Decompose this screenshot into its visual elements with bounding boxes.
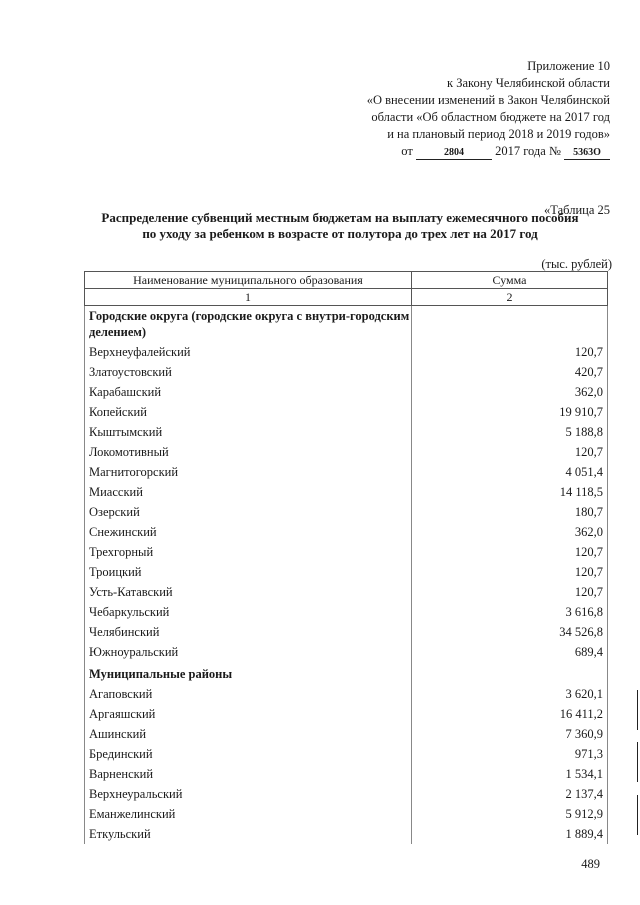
- subvention-amount: 120,7: [411, 542, 607, 562]
- appendix-line: области «Об областном бюджете на 2017 год: [371, 110, 610, 124]
- title-line-1: Распределение субвенций местным бюджетам на выплату ежемесячного пособия: [101, 210, 579, 225]
- subvention-amount: 120,7: [411, 442, 607, 462]
- municipality-name: Челябинский: [85, 622, 412, 642]
- subvention-amount: 120,7: [411, 582, 607, 602]
- law-dateline: [401, 143, 610, 160]
- page-number: 489: [581, 857, 600, 871]
- subvention-amount: 689,4: [411, 642, 607, 662]
- scan-artifact-line: [637, 690, 638, 730]
- table-row: [85, 442, 608, 462]
- municipality-name: Кыштымский: [85, 422, 412, 442]
- table-row: [85, 704, 608, 724]
- table-row: [85, 684, 608, 704]
- section-amount-empty: [411, 662, 607, 684]
- municipality-name: Агаповский: [85, 684, 412, 704]
- date-prefix: от: [401, 144, 413, 158]
- appendix-line: к Закону Челябинской области: [447, 76, 610, 90]
- municipality-name: Брединский: [85, 744, 412, 764]
- table-row: [85, 784, 608, 804]
- table-row: [85, 622, 608, 642]
- law-number: 5363О: [564, 146, 610, 160]
- municipality-name: Трехгорный: [85, 542, 412, 562]
- municipality-name: Троицкий: [85, 562, 412, 582]
- table-row: [85, 824, 608, 844]
- subvention-amount: 971,3: [411, 744, 607, 764]
- municipality-name: Карабашский: [85, 382, 412, 402]
- appendix-line: и на плановый период 2018 и 2019 годов»: [387, 127, 610, 141]
- subvention-amount: 362,0: [411, 382, 607, 402]
- subvention-amount: 3 620,1: [411, 684, 607, 704]
- municipality-name: Усть-Катавский: [85, 582, 412, 602]
- table-row: [85, 342, 608, 362]
- subvention-amount: 5 188,8: [411, 422, 607, 442]
- section-title: Муниципальные районы: [85, 662, 412, 684]
- table-row: [85, 764, 608, 784]
- subvention-amount: 2 137,4: [411, 784, 607, 804]
- subvention-amount: 420,7: [411, 362, 607, 382]
- municipality-name: Озерский: [85, 502, 412, 522]
- municipality-name: Варненский: [85, 764, 412, 784]
- table-row: [85, 562, 608, 582]
- section-row-districts: [85, 662, 608, 684]
- table-row: [85, 362, 608, 382]
- municipality-name: Миасский: [85, 482, 412, 502]
- subvention-amount: 5 912,9: [411, 804, 607, 824]
- table-row: [85, 462, 608, 482]
- subvention-amount: 120,7: [411, 342, 607, 362]
- subvention-amount: 14 118,5: [411, 482, 607, 502]
- table-row: [85, 642, 608, 662]
- table-row: [85, 382, 608, 402]
- municipality-name: Снежинский: [85, 522, 412, 542]
- scan-artifact-line: [637, 742, 638, 782]
- table-row: [85, 744, 608, 764]
- table-row: [85, 502, 608, 522]
- municipality-name: Еткульский: [85, 824, 412, 844]
- date-value: 2804: [416, 146, 492, 160]
- subvention-amount: 3 616,8: [411, 602, 607, 622]
- column-header-amount: Сумма: [411, 272, 607, 289]
- table-row: [85, 422, 608, 442]
- subvention-amount: 1 534,1: [411, 764, 607, 784]
- column-number-1: 1: [85, 289, 412, 306]
- section-amount-empty: [411, 306, 607, 343]
- units-label: (тыс. рублей): [541, 257, 612, 271]
- date-mid: 2017 года №: [495, 144, 561, 158]
- section-row-urban: [85, 306, 608, 343]
- table-label: «Таблица 25: [544, 203, 610, 217]
- subvention-table: [84, 271, 608, 844]
- document-title: [60, 210, 620, 242]
- table-row: [85, 402, 608, 422]
- table-row: [85, 582, 608, 602]
- table-row: [85, 482, 608, 502]
- municipality-name: Локомотивный: [85, 442, 412, 462]
- appendix-line: Приложение 10: [527, 59, 610, 73]
- column-header-name: Наименование муниципального образования: [85, 272, 412, 289]
- municipality-name: Магнитогорский: [85, 462, 412, 482]
- appendix-header: [310, 58, 610, 160]
- subvention-amount: 4 051,4: [411, 462, 607, 482]
- title-line-2: по уходу за ребенком в возрасте от полутора до трех лет на 2017 год: [142, 226, 538, 241]
- municipality-name: Чебаркульский: [85, 602, 412, 622]
- table-row: [85, 804, 608, 824]
- municipality-name: Аргаяшский: [85, 704, 412, 724]
- table-row: [85, 724, 608, 744]
- scan-artifact-line: [637, 795, 638, 835]
- section-title: Городские округа (городские округа с внутри-городским делением): [85, 306, 412, 343]
- municipality-name: Еманжелинский: [85, 804, 412, 824]
- table-row: [85, 542, 608, 562]
- subvention-amount: 16 411,2: [411, 704, 607, 724]
- subvention-amount: 180,7: [411, 502, 607, 522]
- column-number-2: 2: [411, 289, 607, 306]
- municipality-name: Южноуральский: [85, 642, 412, 662]
- subvention-amount: 1 889,4: [411, 824, 607, 844]
- subvention-amount: 120,7: [411, 562, 607, 582]
- table-row: [85, 602, 608, 622]
- appendix-line: «О внесении изменений в Закон Челябинской: [366, 93, 610, 107]
- municipality-name: Ашинский: [85, 724, 412, 744]
- subvention-amount: 362,0: [411, 522, 607, 542]
- table-row: [85, 522, 608, 542]
- subvention-amount: 19 910,7: [411, 402, 607, 422]
- subvention-amount: 7 360,9: [411, 724, 607, 744]
- municipality-name: Верхнеуральский: [85, 784, 412, 804]
- municipality-name: Копейский: [85, 402, 412, 422]
- subvention-amount: 34 526,8: [411, 622, 607, 642]
- municipality-name: Златоустовский: [85, 362, 412, 382]
- municipality-name: Верхнеуфалейский: [85, 342, 412, 362]
